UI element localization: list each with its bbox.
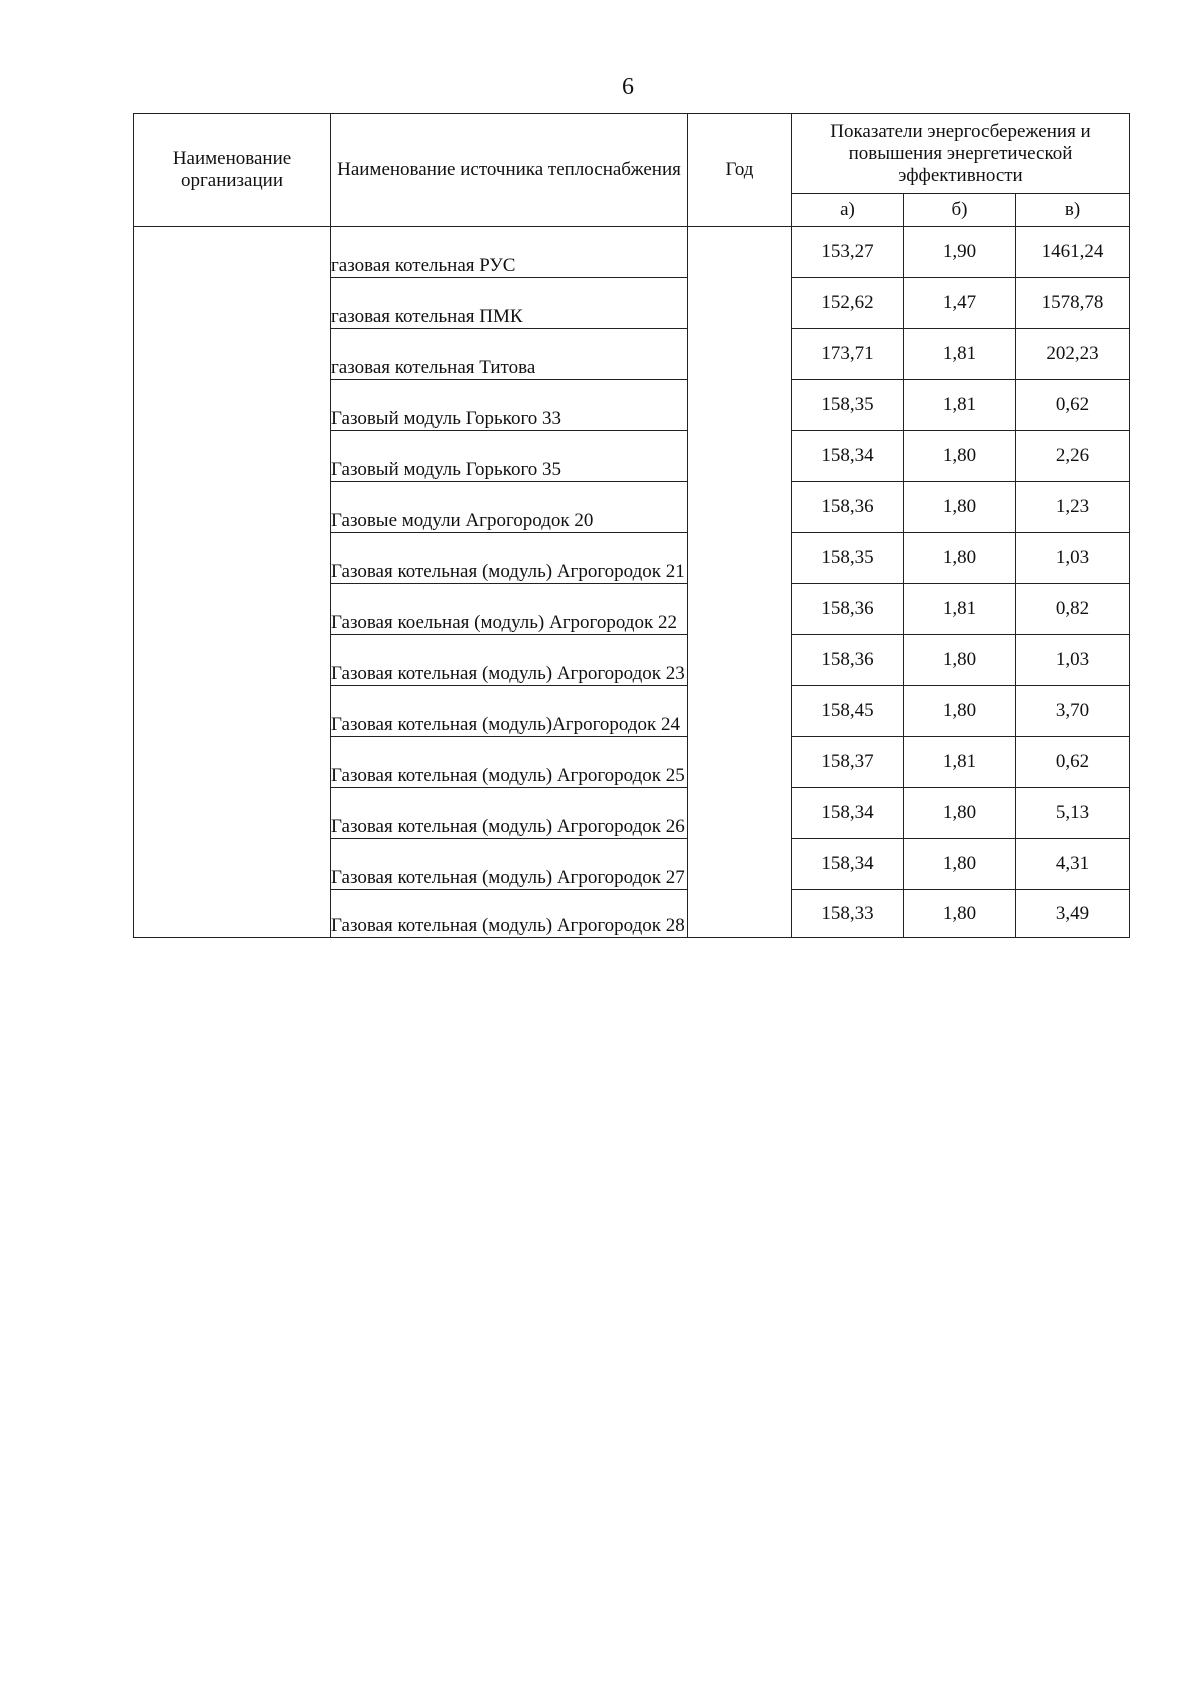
value-c-cell: 1,23 (1016, 482, 1130, 533)
value-c-cell: 1578,78 (1016, 278, 1130, 329)
value-a-cell: 152,62 (792, 278, 904, 329)
value-b-cell: 1,80 (904, 431, 1016, 482)
value-a-cell: 158,34 (792, 431, 904, 482)
value-c-cell: 0,62 (1016, 380, 1130, 431)
value-a-cell: 158,45 (792, 686, 904, 737)
energy-efficiency-table (133, 113, 1130, 938)
value-c-cell: 1,03 (1016, 635, 1130, 686)
source-cell: Газовая котельная (модуль) Агрогородок 25 (331, 737, 688, 788)
source-cell: Газовый модуль Горького 35 (331, 431, 688, 482)
source-cell: Газовый модуль Горького 33 (331, 380, 688, 431)
value-c-cell: 0,82 (1016, 584, 1130, 635)
header-organization: Наименование организации (134, 114, 331, 227)
source-cell: газовая котельная Титова (331, 329, 688, 380)
table-row (134, 227, 1130, 278)
value-b-cell: 1,80 (904, 533, 1016, 584)
value-b-cell: 1,80 (904, 635, 1016, 686)
source-cell: газовая котельная РУС (331, 227, 688, 278)
value-a-cell: 158,35 (792, 380, 904, 431)
value-c-cell: 1461,24 (1016, 227, 1130, 278)
source-cell: газовая котельная ПМК (331, 278, 688, 329)
value-a-cell: 158,37 (792, 737, 904, 788)
source-cell: Газовая коельная (модуль) Агрогородок 22 (331, 584, 688, 635)
page-number: 6 (622, 74, 634, 100)
source-cell: Газовая котельная (модуль) Агрогородок 23 (331, 635, 688, 686)
header-year: Год (688, 114, 792, 227)
value-b-cell: 1,81 (904, 737, 1016, 788)
value-b-cell: 1,81 (904, 380, 1016, 431)
value-b-cell: 1,80 (904, 482, 1016, 533)
value-c-cell: 2,26 (1016, 431, 1130, 482)
header-col-a: а) (792, 194, 904, 227)
source-cell: Газовая котельная (модуль)Агрогородок 24 (331, 686, 688, 737)
value-c-cell: 5,13 (1016, 788, 1130, 839)
value-c-cell: 0,62 (1016, 737, 1130, 788)
table-body (134, 227, 1130, 938)
value-c-cell: 3,70 (1016, 686, 1130, 737)
value-b-cell: 1,80 (904, 788, 1016, 839)
value-a-cell: 173,71 (792, 329, 904, 380)
value-c-cell: 3,49 (1016, 890, 1130, 938)
source-cell: Газовая котельная (модуль) Агрогородок 27 (331, 839, 688, 890)
value-b-cell: 1,80 (904, 686, 1016, 737)
value-c-cell: 1,03 (1016, 533, 1130, 584)
source-cell: Газовая котельная (модуль) Агрогородок 26 (331, 788, 688, 839)
value-c-cell: 4,31 (1016, 839, 1130, 890)
year-cell (688, 227, 792, 938)
value-b-cell: 1,47 (904, 278, 1016, 329)
value-b-cell: 1,80 (904, 890, 1016, 938)
value-a-cell: 158,36 (792, 635, 904, 686)
value-a-cell: 158,36 (792, 584, 904, 635)
value-b-cell: 1,90 (904, 227, 1016, 278)
value-b-cell: 1,80 (904, 839, 1016, 890)
value-a-cell: 153,27 (792, 227, 904, 278)
header-col-b: б) (904, 194, 1016, 227)
value-c-cell: 202,23 (1016, 329, 1130, 380)
header-col-c: в) (1016, 194, 1130, 227)
header-indicators: Показатели энергосбережения и повышения энергетической эффективности (792, 114, 1130, 194)
source-cell: Газовые модули Агрогородок 20 (331, 482, 688, 533)
source-cell: Газовая котельная (модуль) Агрогородок 28 (331, 890, 688, 938)
value-b-cell: 1,81 (904, 329, 1016, 380)
organization-cell (134, 227, 331, 938)
value-a-cell: 158,34 (792, 788, 904, 839)
value-a-cell: 158,33 (792, 890, 904, 938)
source-cell: Газовая котельная (модуль) Агрогородок 21 (331, 533, 688, 584)
value-a-cell: 158,35 (792, 533, 904, 584)
value-a-cell: 158,36 (792, 482, 904, 533)
value-b-cell: 1,81 (904, 584, 1016, 635)
value-a-cell: 158,34 (792, 839, 904, 890)
header-heat-source: Наименование источника теплоснабжения (331, 114, 688, 227)
